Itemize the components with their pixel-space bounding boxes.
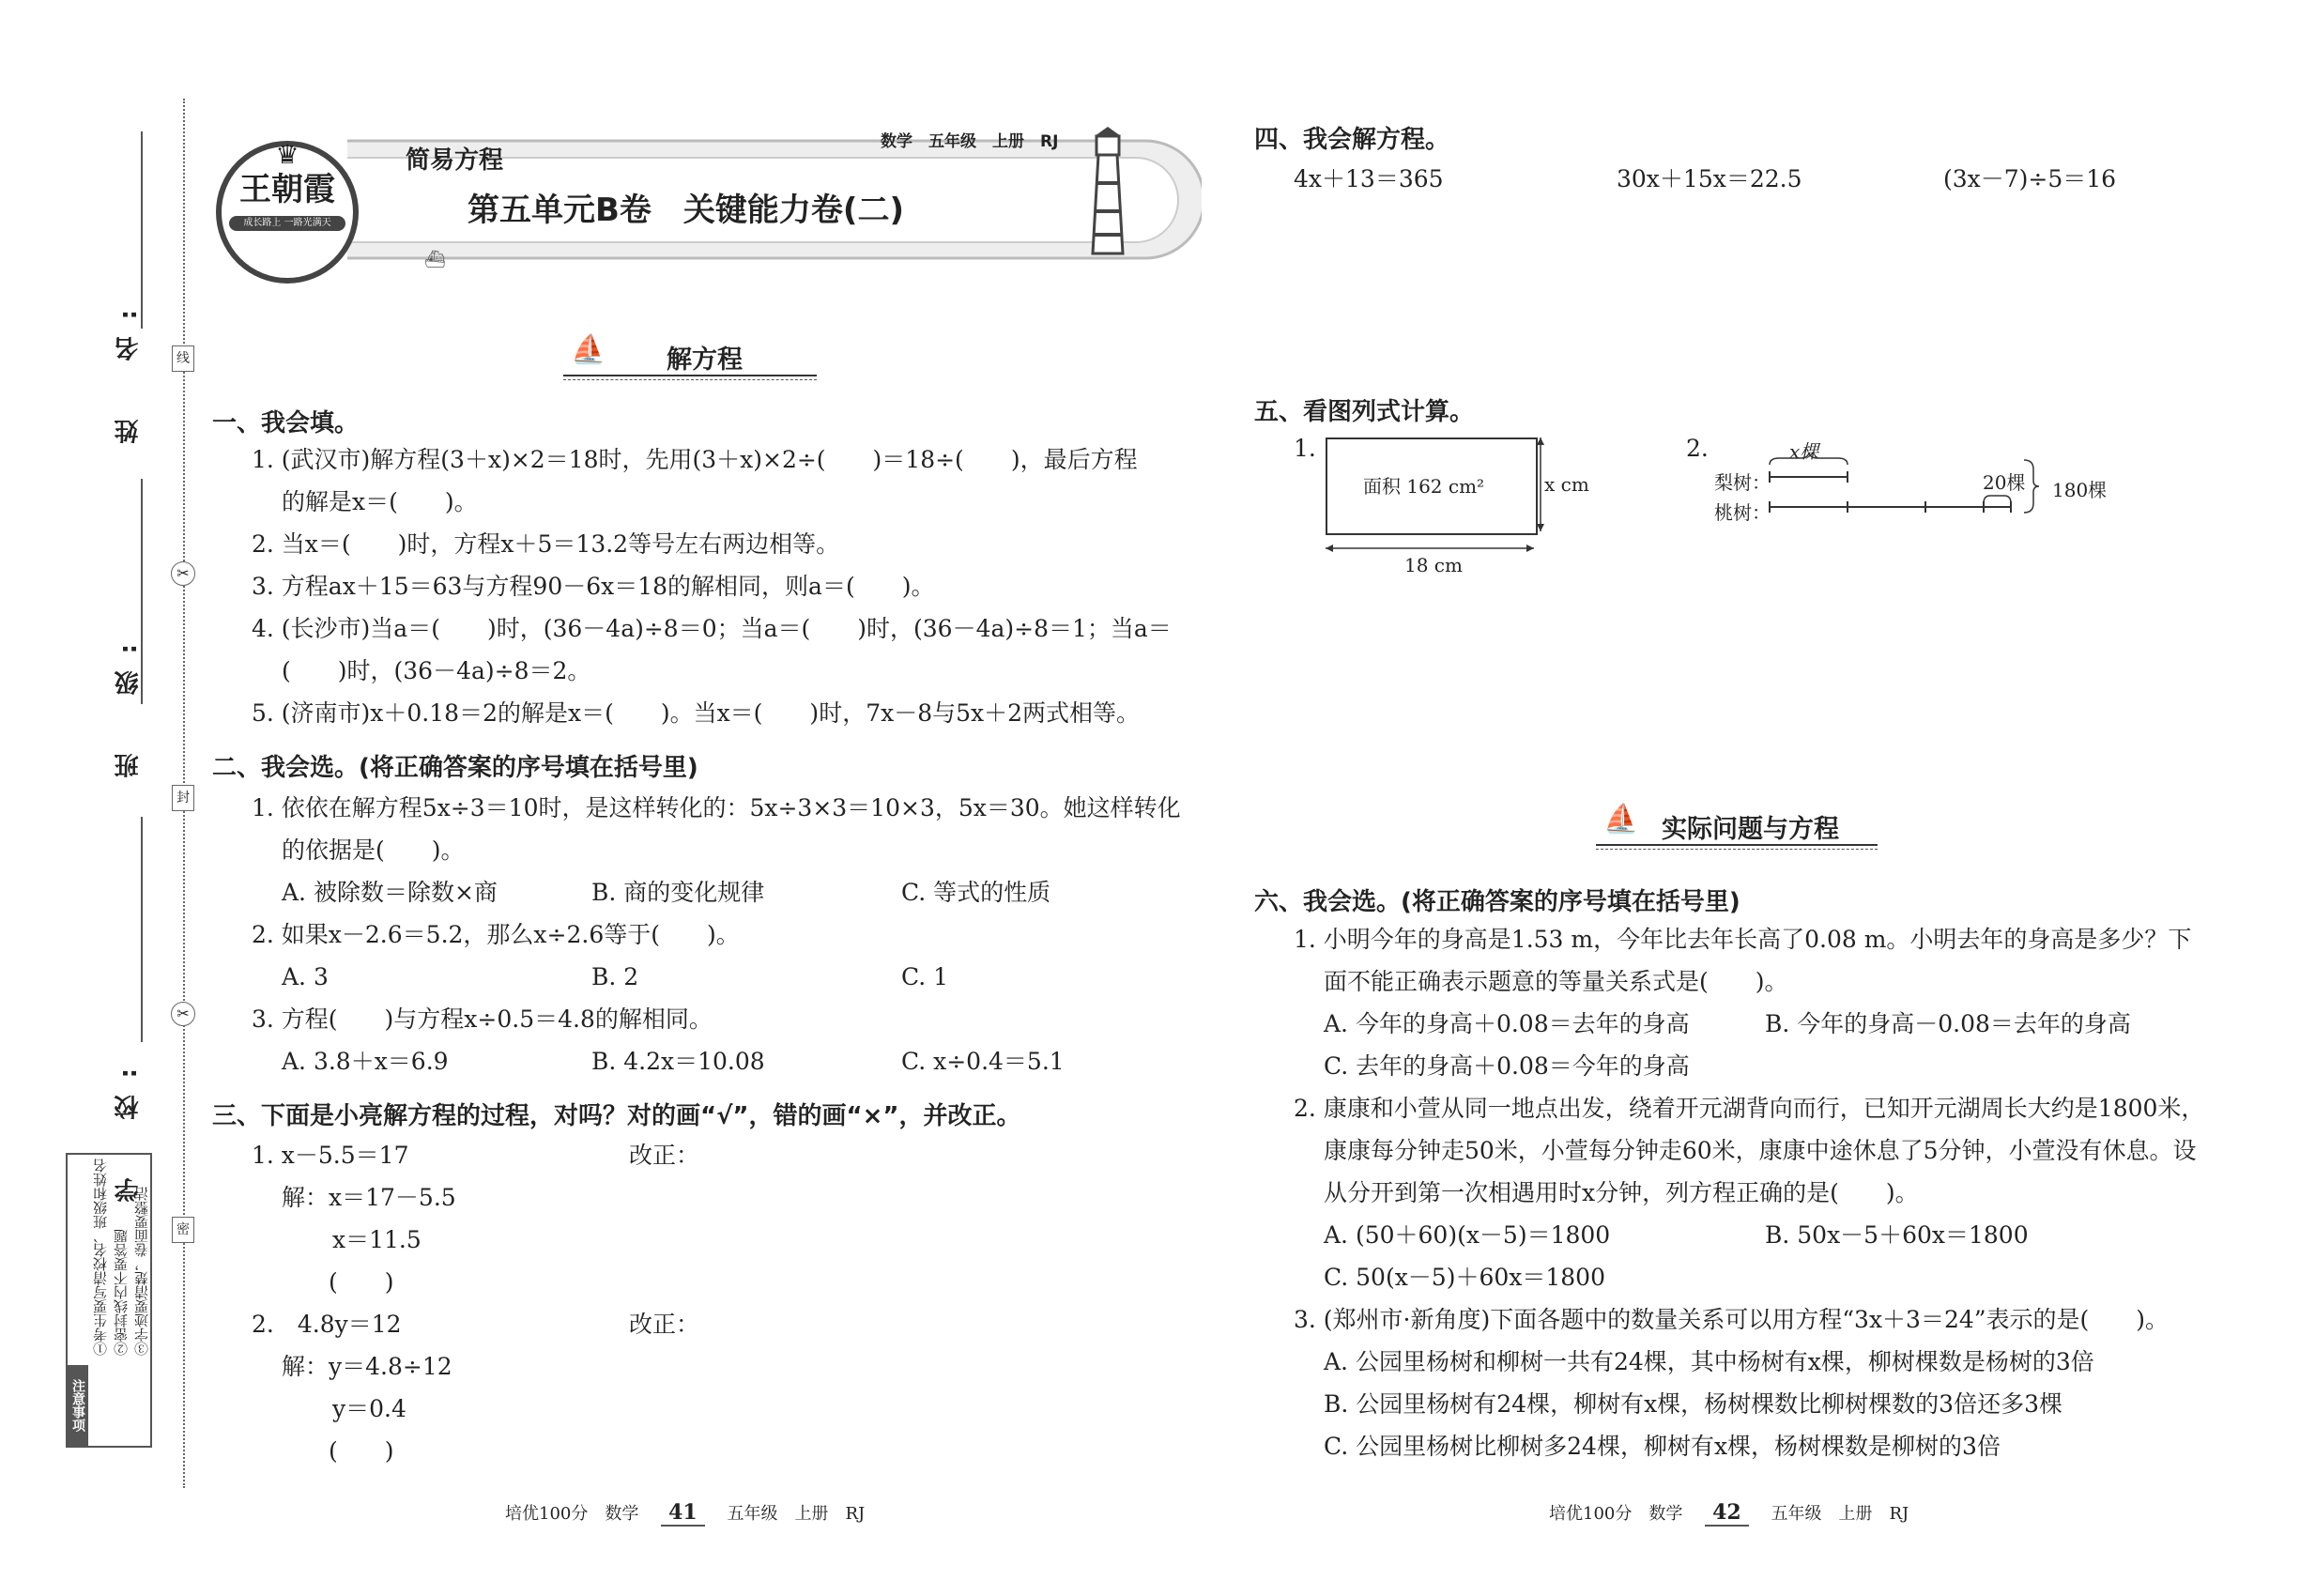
school-label: 学 校: — [115, 1051, 143, 1203]
question-6-3-option-a: A. 公园里杨树和柳树一共有24棵，其中杨树有x棵，柳树棵数是杨树的3倍 — [1324, 1348, 2094, 1375]
footer-right — [1549, 1500, 1909, 1525]
option-b: B. 2 — [591, 963, 639, 990]
crown-icon: ♛ — [275, 139, 299, 170]
section-banner-title: 实际问题与方程 — [1662, 815, 1839, 844]
question-2-3-options — [282, 1040, 1065, 1082]
question-6-2: 2. 康康和小萱从同一地点出发，绕着开元湖背向而行，已知开元湖周长大约是1800米， — [1294, 1095, 2205, 1122]
part6-heading: 六、我会选。(将正确答案的序号填在括号里) — [1254, 888, 1740, 916]
scissors-icon: ✂ — [171, 1002, 195, 1026]
question-1-4-cont: ( )时，(36－4a)÷8＝2。 — [282, 657, 591, 684]
question-6-3-option-c: C. 公园里杨树比柳树多24棵，柳树有x棵，杨树棵数是柳树的3倍 — [1324, 1433, 2001, 1460]
problem-3-1-fix: 改正： — [629, 1142, 700, 1169]
question-6-1-cont: 面不能正确表示题意的等量关系式是( )。 — [1324, 968, 1788, 995]
option-b: B. 今年的身高－0.08＝去年的身高 — [1765, 1010, 2131, 1037]
question-1-1-cont: 的解是x＝( )。 — [282, 488, 478, 515]
question-1-2: 2. 当x＝( )时，方程x＋5＝13.2等号左右两边相等。 — [252, 530, 840, 558]
boat-icon: ⛴ — [424, 250, 446, 269]
question-1-4: 4. (长沙市)当a＝( )时，(36－4a)÷8＝0；当a＝( )时，(36－4a)÷8＝1；当a＝ — [252, 615, 1172, 642]
problem-3-1-step2: x＝11.5 — [332, 1226, 422, 1253]
problem-3-2-equation: 2. 4.8y＝12 — [252, 1311, 402, 1338]
problem-3-1-blank: ( ) — [329, 1268, 394, 1296]
figure-2-number: 2. — [1686, 435, 1709, 462]
footer-left — [505, 1500, 865, 1525]
option-a: A. (50＋60)(x－5)＝1800 — [1324, 1221, 1611, 1249]
option-a: A. 3.8＋x＝6.9 — [282, 1048, 449, 1075]
section-banner-title: 解方程 — [667, 345, 743, 375]
page-number: 41 — [661, 1500, 705, 1527]
question-2-3: 3. 方程( )与方程x÷0.5＝4.8的解相同。 — [252, 1005, 713, 1033]
footer-grade: 五年级 上册 RJ — [727, 1504, 866, 1524]
question-6-1: 1. 小明今年的身高是1.53 m，今年比去年长高了0.08 m。小明去年的身高是多少？下 — [1294, 926, 2192, 953]
page-number: 42 — [1705, 1500, 1749, 1527]
problem-3-1-equation: 1. x－5.5＝17 — [252, 1142, 409, 1169]
question-6-1-option-c: C. 去年的身高＋0.08＝今年的身高 — [1324, 1052, 1690, 1080]
figure-2-extra-label: 20棵 — [1983, 471, 2026, 494]
figure-1-dimension-lines — [1319, 434, 1563, 556]
problem-3-1-step1: 解：x＝17－5.5 — [282, 1184, 456, 1211]
question-6-1-options — [1324, 1003, 2131, 1045]
figure-2-pear-label: 梨树： — [1714, 471, 1771, 494]
class-label: 班 级: — [115, 627, 143, 778]
question-1-3: 3. 方程ax＋15＝63与方程90－6x＝18的解相同，则a＝( )。 — [252, 573, 935, 600]
option-b: B. 50x－5＋60x＝1800 — [1765, 1221, 2029, 1249]
question-6-2-cont1: 康康每分钟走50米，小萱每分钟走60米，康康中途休息了5分钟，小萱没有休息。设 — [1324, 1137, 2197, 1164]
note-item: ②密封线内不要答题 — [113, 1229, 130, 1356]
figure-2-segments — [1765, 451, 2065, 526]
question-2-1-cont: 的依据是( )。 — [282, 836, 465, 864]
equation-4-2: 30x＋15x＝22.5 — [1617, 165, 1802, 192]
part1-heading: 一、我会填。 — [212, 409, 360, 437]
margin-mark-mi: 密 — [172, 1217, 194, 1243]
margin-mark-xian: 线 — [172, 345, 194, 372]
section-banner-solve — [563, 333, 817, 380]
figure-2-peach-label: 桃树： — [1714, 501, 1771, 524]
figure-1-area: 面积 162 cm² — [1363, 475, 1485, 498]
part3-heading: 三、下面是小亮解方程的过程，对吗？对的画“√”，错的画“×”，并改正。 — [212, 1102, 1021, 1130]
footer-book: 培优100分 数学 — [505, 1504, 639, 1524]
question-2-2: 2. 如果x－2.6＝5.2，那么x÷2.6等于( )。 — [252, 921, 740, 948]
brand-logo: ♛ 王朝霞 成长路上 一路光满天 — [216, 141, 359, 284]
figure-1-bottom-label: 18 cm — [1404, 554, 1463, 576]
equation-4-3: (3x－7)÷5＝16 — [1943, 165, 2117, 192]
question-1-5: 5. (济南市)x＋0.18＝2的解是x＝( )。当x＝( )时，7x－8与5x＋2两式相等。 — [252, 699, 1141, 727]
problem-3-2-step1: 解：y＝4.8÷12 — [282, 1353, 452, 1380]
notes-title: 注意事项 — [68, 1365, 88, 1446]
notes-box — [66, 1153, 152, 1448]
binding-line-school — [141, 817, 143, 1042]
name-label: 姓 名: — [115, 293, 143, 444]
sailboat-icon: ⛵ — [1603, 803, 1639, 836]
equation-4-1: 4x＋13＝365 — [1294, 165, 1444, 192]
sailboat-icon: ⛵ — [571, 333, 606, 366]
option-b: B. 商的变化规律 — [591, 879, 765, 906]
question-2-1-options — [282, 871, 1050, 913]
page-title: 第五单元B卷 关键能力卷(二) — [468, 192, 904, 229]
part2-heading: 二、我会选。(将正确答案的序号填在括号里) — [212, 754, 698, 782]
question-6-3-option-b: B. 公园里杨树有24棵，柳树有x棵，杨树棵数比柳树棵数的3倍还多3棵 — [1324, 1390, 2062, 1418]
question-6-3: 3. (郑州市·新角度)下面各题中的数量关系可以用方程“3x＋3＝24”表示的是( )。 — [1294, 1306, 2170, 1333]
question-2-2-options — [282, 956, 948, 998]
lighthouse-icon — [1080, 127, 1136, 258]
question-6-2-options — [1324, 1214, 2029, 1256]
figure-2-x-label: x棵 — [1789, 440, 1819, 463]
section-banner-practical — [1596, 803, 1878, 850]
option-a: A. 今年的身高＋0.08＝去年的身高 — [1324, 1010, 1690, 1037]
margin-mark-feng: 封 — [172, 785, 194, 811]
option-a: A. 3 — [282, 963, 329, 990]
figure-1-side-label: x cm — [1544, 473, 1589, 496]
question-1-1: 1. (武汉市)解方程(3＋x)×2＝18时，先用(3＋x)×2÷( )＝18÷( )，最后方程 — [252, 446, 1138, 473]
problem-3-2-step2: y＝0.4 — [332, 1395, 406, 1422]
question-6-2-cont2: 从分开到第一次相遇用时x分钟，列方程正确的是( )。 — [1324, 1179, 1919, 1206]
note-item: ③字迹要清楚，卷面要整洁 — [133, 1187, 150, 1356]
scissors-icon: ✂ — [171, 561, 195, 586]
footer-book: 培优100分 数学 — [1549, 1504, 1683, 1524]
note-item: ①考生要写清校名、班级和姓名 — [92, 1159, 109, 1356]
problem-3-2-blank: ( ) — [329, 1437, 394, 1465]
option-c: C. x÷0.4＝5.1 — [901, 1048, 1065, 1075]
book-meta: 数学 五年级 上册 RJ — [881, 132, 1059, 151]
option-c: C. 1 — [901, 963, 949, 990]
part5-heading: 五、看图列式计算。 — [1254, 398, 1475, 426]
figure-2-total-label: 180棵 — [2052, 479, 2108, 501]
footer-grade: 五年级 上册 RJ — [1771, 1504, 1909, 1524]
figure-1-number: 1. — [1294, 435, 1316, 462]
part4-heading: 四、我会解方程。 — [1254, 126, 1450, 154]
option-b: B. 4.2x＝10.08 — [591, 1048, 765, 1075]
problem-3-2-fix: 改正： — [629, 1311, 700, 1338]
option-a: A. 被除数＝除数×商 — [282, 879, 498, 906]
question-6-2-option-c: C. 50(x－5)＋60x＝1800 — [1324, 1264, 1605, 1291]
topic-label: 简易方程 — [406, 146, 504, 175]
question-2-1: 1. 依依在解方程5x÷3＝10时，是这样转化的：5x÷3×3＝10×3，5x＝30。她这样转化 — [252, 794, 1181, 821]
option-c: C. 等式的性质 — [901, 879, 1051, 906]
